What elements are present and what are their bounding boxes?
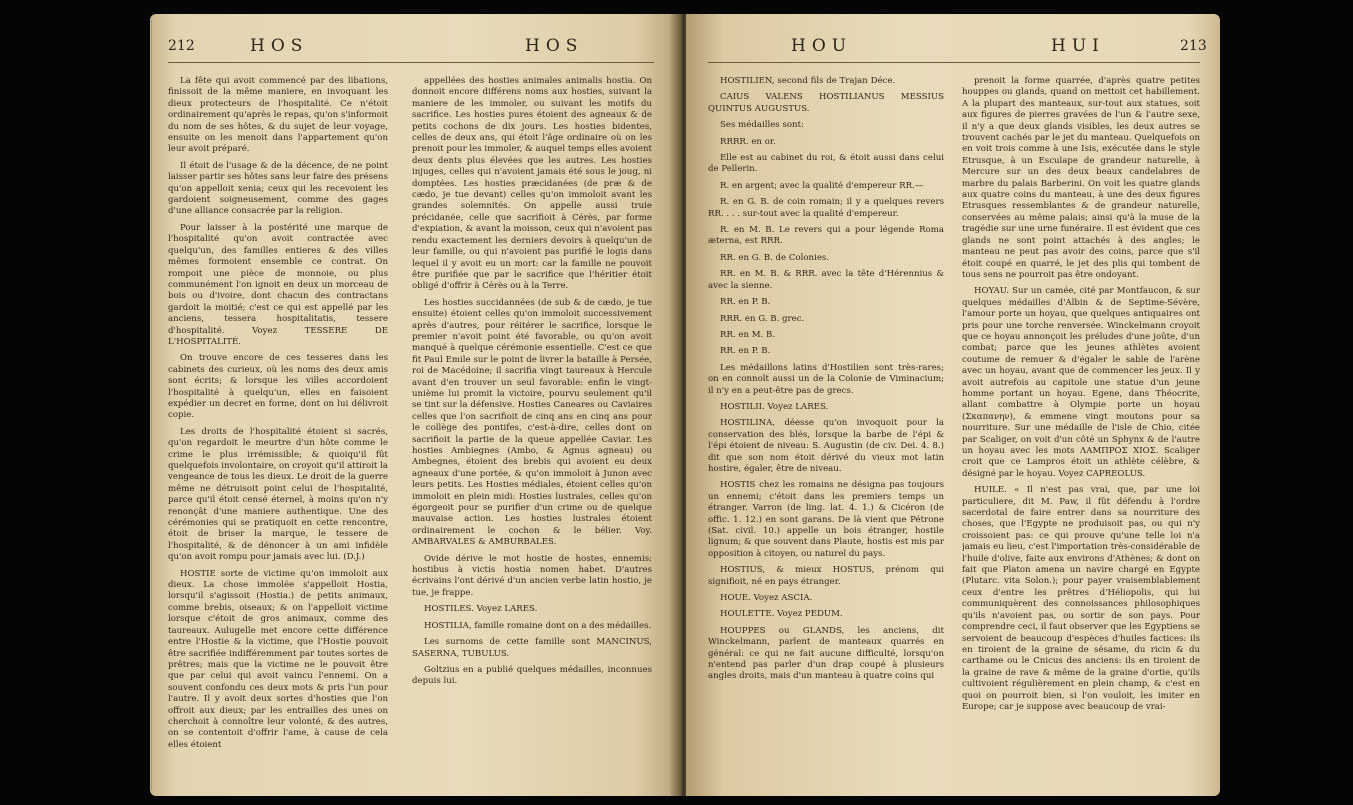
paragraph: Les médaillons latins d'Hostilien sont très-rares; on en connoît aussi un de la Colonie de Viminacium; il n'y en a peut-être pas de grecs.	[708, 362, 944, 396]
paragraph: R. en G. B. de coin romain; il y a quelques revers RR. . . . sur-tout avec la qualité d'empereur.	[708, 197, 944, 219]
paragraph: HOSTILINA, déesse qu'on invoquoit pour la conservation des blés, lorsque la barbe de l'épi & l'épi étoient de niveau: S. Augustin (de civ. Dei. 4. 8.) dit que son nom étoit dérivé du vieux mot latin hostire, égaler, être de niveau.	[708, 418, 944, 474]
paragraph: Goltzius en a publié quelques médailles, inconnues depuis lui.	[412, 664, 652, 687]
paragraph: Pour laisser à la postérité une marque de l'hospitalité qu'on avoit contractée avec quelqu'un, des familles entieres & des villes mêmes formoient ensemble ce contrat. On rompoit une pièce de monnoie, ou plus communément l'on ignoit en deux un morceau de bois ou d'ivoire, dont chacun des contractans gardoit la moitié; c'est ce qui est appellé par les anciens, tessera hospitalitatis, tessere d'hospitalité. Voyez TESSERE DE L'HOSPITALITÉ.	[168, 222, 388, 347]
paragraph: Ovide dérive le mot hostie de hostes, ennemis: hostibus à victis hostia nomen habet. D'autres écrivains l'ont dérivé d'un ancien verbe latin hostio, je tue, je frappe.	[412, 553, 652, 598]
paragraph: Ses médailles sont:	[720, 120, 804, 131]
paragraph: RRRR. en or.	[720, 136, 776, 147]
left-page-number: 212	[168, 38, 195, 54]
paragraph: RR. en G. B. de Colonies.	[720, 252, 830, 263]
paragraph: HOSTIS chez les romains ne désigna pas toujours un ennemi; c'étoit dans les premiers temps un étranger. Varron (de ling. lat. 4. 1.) & Cicéron (de offic. 1. 12.) en sont garans. De là vient que Pétrone (Sat. civil. 10.) appelle un bois étranger, hostile lignum; & que souvent dans Plaute, hostis est mis par opposition à citoyen, ou naturel du pays.	[708, 480, 944, 559]
paragraph: Les hosties succidannées (de sub & de cædo, je tue ensuite) étoient celles qu'on immoloit successivement après d'autres, pour réitérer le sacrifice, lorsque le premier n'avoit point été favorable, ou qu'on avoit manqué à quelque cérémonie essentielle. C'est ce que fit Paul Emile sur le point de livrer la bataille à Persée, roi de Macédoine; il sacrifia vingt taureaux à Hercule avant d'en trouver un seul favorable: enfin le vingt-unième lui promit la victoire, pourvu seulement qu'il se tint sur la défensive. Hosties Caneares ou Caviaires celles que l'on sacrifioit de cinq ans en cinq ans pour le collège des pontifes, c'est-à-dire, celles dont on sacrifioit la partie de la queue appellée Caviar. Les hosties Ambiegnes (Ambo, & Agnus agneau) ou Ambegnes, étoient des brebis qui avoient eu deux agneaux d'une portée, & qu'on immoloit à Junon avec leurs petits. Les Hosties médiales, étoient celles qu'on immoloit en plein midi: Hosties lustrales, celles qu'on égorgeoit pour se purifier d'un crime ou de quelque mauvaise action. Les hosties lustrales étoient ordinairement le cochon & le bélier. Voy. AMBARVALES & AMBURBALES.	[412, 297, 652, 548]
paragraph: R. en M. B. Le revers qui a pour légende Roma æterna, est RRR.	[708, 225, 944, 247]
paragraph: HOSTILES. Voyez LARES.	[424, 604, 538, 615]
right-page-number: 213	[1180, 38, 1207, 54]
paragraph: Les droits de l'hospitalité étoient si sacrés, qu'on regardoit le meurtre d'un hôte comme le crime le plus irrémissible; & quoiqu'il fût quelquefois involontaire, on croyoit qu'il attiroit la vengeance de tous les dieux. Le droit de la guerre même ne détruisoit point celui de l'hospitalité, parce qu'il étoit censé éternel, à moins qu'on n'y renonçât d'une maniere authentique. Une des cérémonies qui se pratiquoit en cette rencontre, étoit de briser la marque, le tessere de l'hospitalité, & de dénoncer à un ami infidèle qu'on avoit rompu pour jamais avec lui. (D.J.)	[168, 426, 388, 563]
paragraph: HOSTILIEN, second fils de Trajan Déce.	[720, 76, 896, 86]
paragraph: HOSTIUS, & mieux HOSTUS, prénom qui signifioit, né en pays étranger.	[708, 565, 944, 587]
page-edges	[150, 20, 152, 790]
paragraph: On trouve encore de ces tesseres dans les cabinets des curieux, où les noms des deux amis sont écrits; & lorsque les villes accordoient l'hospitalité à quelqu'un, elles en faisoient expédier un decret en forme, dont on lui délivroit copie.	[168, 353, 388, 421]
paragraph: HOSTILIA, famille romaine dont on a des médailles.	[424, 620, 652, 631]
paragraph: HOSTIE sorte de victime qu'on immoloit aux dieux. La chose immolée s'appelloit Hostia, lorsqu'il s'agissoit (Hostia.) de petits animaux, comme brebis, oiseaux; & on l'appelloit victime lorsque c'étoit de gros animaux, comme des taureaux. Aulugelle met encore cette différence entre l'Hostie & la victime, que l'Hostie pouvoit être sacrifiée indifféremment par toutes sortes de prêtres; mais que la victime ne le pouvoit être que par celui qui avoit vaincu l'ennemi. On a souvent confondu ces deux mots & pris l'un pour l'autre. Il y avoit deux sortes d'hosties que l'on offroit aux dieux; par les entrailles des unes on cherchoit à connoître leur volonté, & des autres, on se contentoit d'offrir l'ame, à cause de cela elles étoient	[168, 568, 388, 750]
left-column-1	[168, 76, 388, 781]
paragraph: RR. en M. B.	[720, 329, 776, 340]
paragraph: RR. en P. B.	[720, 297, 771, 308]
paragraph: Elle est au cabinet du roi, & étoit aussi dans celui de Pellerin.	[708, 153, 944, 175]
open-book	[150, 14, 1220, 796]
right-running-head-2: HUI	[1051, 36, 1105, 56]
left-page	[150, 14, 678, 796]
right-page	[686, 14, 1220, 796]
left-running-head-1: HOS	[250, 36, 309, 56]
paragraph: HOUE. Voyez ASCIA.	[720, 593, 813, 604]
paragraph: RRR. en G. B. grec.	[720, 313, 805, 324]
right-column-2	[962, 76, 1200, 781]
left-column-2	[412, 76, 652, 781]
paragraph: appellées des hosties animales animalis hostia. On donnoit encore différens noms aux hosties, suivant la maniere de les immoler, ou suivant les motifs du sacrifice. Les hosties pures étoient des agneaux & de petits cochons de dix jours. Les hosties bidentes, celles de deux ans, qui étoit l'âge ordinaire où on les prenoit pour les immoler, & auquel temps elles avoient deux dents plus élevées que les autres. Les hosties injuges, celles qui n'avoient jamais été sous le joug, ni domptées. Les hosties præcidanées (de præ & de cædo, je tue devant) celles qu'on immoloit avant les grandes solemnités. On appelle aussi truie précidanée, celle que sacrifioit à Cérès, par forme d'expiation, & avant la moisson, ceux qui n'avoient pas rendu exactement les derniers devoirs à quelqu'un de leur famille, ou qui n'avoient pas purifié le logis dans lequel il y avoit eu un mort: car la famille ne pouvoit être purifiée que par le sacrifice que l'héritier étoit obligé d'offrir à Cérès ou à la Terre.	[412, 76, 652, 292]
paragraph: HUILE. « Il n'est pas vrai, que, par une loi particuliere, dit M. Paw, il fût défendu à l'ordre sacerdotal de faire entrer dans sa nourriture des choses, que l'Egypte ne produisoit pas, ou qui n'y croissoient pas: ce qui prouve qu'une telle loi n'a jamais eu lieu, c'est l'importation très-considérable de l'huile d'olive, faite aux environs d'Athènes; & dont on fait que Platon amena un navire chargé en Egypte (Plutarc. vita Solon.); pour payer vraisemblablement ceux d'entre les prêtres d'Héliopolis, qui lui communiquèrent des connoissances philosophiques qu'ils n'avoient pas, ou sortir de son pays. Pour comprendre ceci, il faut observer que les Egyptiens se servoient de beaucoup d'espèces d'huiles factices: ils en tiroient de la graine de sésame, du ricin & du carthame ou le Cnicus des anciens: ils en tiroient de la graine de rave & même de la graine d'ortie, qu'ils cultivoient régulièrement en plein champ, & c'est en quoi on pourroit bien, si l'on vouloit, les imiter en Europe; car je suppose avec beaucoup de vrai-	[962, 485, 1200, 712]
paragraph: R. en argent; avec la qualité d'empereur RR.—	[720, 180, 924, 191]
right-column-1	[708, 76, 944, 781]
header-rule	[168, 62, 654, 63]
paragraph: HOSTILII. Voyez LARES.	[720, 401, 829, 412]
paragraph: La fête qui avoit commencé par des libations, finissoit de la même maniere, en invoquant les dieux protecteurs de l'hospitalité. Ce n'étoit ordinairement qu'après le repas, qu'on s'informoit du nom de ses hôtes, & du sujet de leur voyage, ensuite on les menoit dans l'appartement qu'on leur avoit préparé.	[168, 76, 388, 155]
paragraph: prenoit la forme quarrée, d'après quatre petites houppes ou glands, quand on mettoit cet habillement. A la plupart des manteaux, sur-tout aux statues, soit aux figures de pierres gravées de l'un & l'autre sexe, il n'y a que deux glands visibles, les deux autres se trouvent cachés par le jet du manteau. Quelquefois on en voit trois comme à une Isis, exécutée dans le style Etrusque, à un Esculape de grandeur naturelle, à Mercure sur un des deux beaux candelabres de marbre du palais Barberini. On voit les quatre glands aux quatre coins du manteau, à une des deux figures Etrusques ressemblantes & de grandeur naturelle, conservées au même palais; ainsi qu'à la muse de la tragédie sur une urne funéraire. Il est évident que ces glands ne sont point attachés à des angles; le manteau ne peut pas avoir des coins, parce que s'il étoit coupé en quarré, le jet des plis qui tombent de tous sens ne pourroit pas être ondoyant.	[962, 76, 1200, 280]
paragraph: HOULETTE. Voyez PEDUM.	[720, 609, 843, 620]
paragraph: HOYAU. Sur un camée, cité par Montfaucon, & sur quelques médailles d'Albin & de Septime-Sévère, l'amour porte un hoyau, que quelques antiquaires ont pris pour une torche renversée. Winckelmann croyoit que ce hoyau annonçoit les préludes d'une joûte, d'un combat; parce que les jeunes athlètes avoient coutume de remuer & d'égaler le sable de l'arène avec un hoyau, avant que de commencer les jeux. Il y avoit autrefois au capitole une statue d'un jeune homme portant un hoyau. Egene, dans Théocrite, allant combattre à Olympie porte un hoyau (Σκαπανην), & emmene vingt moutons pour sa nourriture. Sur une médaille de l'isle de Chio, citée par Scaliger, on voit d'un côté un Sphynx & de l'autre un hoyau avec les mots ΛΑΜΠΡΟΣ ΧΙΟΣ. Scaliger croit que ce Lampros étoit un athlète célèbre, & désigné par le hoyau. Voyez CAPREOLUS.	[962, 286, 1200, 479]
paragraph: HOUPPES ou GLANDS, les anciens, dit Winckelmann, parlent de manteaux quarrés en général: ce qui ne fait aucune difficulté, lorsqu'on n'entend pas parler d'un drap coupé à plusieurs angles droits, mais d'un manteau à quatre coins qui	[708, 625, 944, 682]
paragraph: Les surnoms de cette famille sont MANCINUS, SASERNA, TUBULUS.	[412, 637, 652, 659]
paragraph: Il étoit de l'usage & de la décence, de ne point laisser partir ses hôtes sans leur faire des présens qu'on appelloit xenia; ceux qui les recevoient les gardoient soigneusement, comme des gages d'une alliance consacrée par la religion.	[168, 160, 388, 217]
header-rule	[708, 62, 1200, 63]
right-running-head-1: HOU	[791, 36, 853, 56]
paragraph: CAIUS VALENS HOSTILIANUS MESSIUS QUINTUS AUGUSTUS.	[708, 92, 944, 114]
paragraph: RR. en M. B. & RRR. avec la tête d'Hérennius & avec la sienne.	[708, 269, 944, 291]
paragraph: RR. en P. B.	[720, 346, 771, 357]
left-running-head-2: HOS	[525, 36, 584, 56]
